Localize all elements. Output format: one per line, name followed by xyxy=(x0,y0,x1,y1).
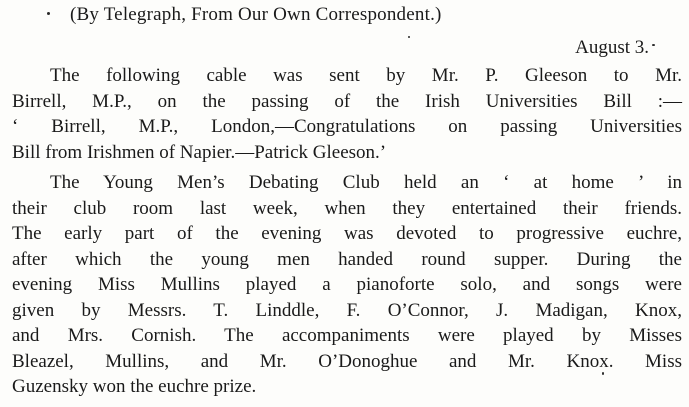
paragraph-line: given by Messrs. T. Linddle, F. O’Connor, J. Madigan, Knox, xyxy=(12,299,682,321)
paragraph-debating-club xyxy=(12,170,682,400)
print-speck xyxy=(47,12,50,15)
paragraph-line: their club room last week, when they entertained their friends. xyxy=(12,197,682,219)
paragraph-line: and Mrs. Cornish. The accompaniments were played by Misses xyxy=(12,325,682,346)
paragraph-line: evening Miss Mullins played a pianoforte solo, and songs were xyxy=(12,274,682,295)
article-date: August 3. xyxy=(575,37,649,58)
paragraph-line: Bill from Irishmen of Napier.—Patrick Gleeson.’ xyxy=(12,141,387,163)
paragraph-line: Birrell, M.P., on the passing of the Irish Universities Bill :— xyxy=(12,90,682,112)
paragraph-line: The following cable was sent by Mr. P. Gleeson to Mr. xyxy=(50,65,682,86)
paragraph-line: The early part of the evening was devoted to progressive euchre, xyxy=(12,223,682,244)
print-speck xyxy=(408,36,410,38)
article-byline: (By Telegraph, From Our Own Correspondent.) xyxy=(70,4,442,25)
print-speck xyxy=(652,44,655,46)
paragraph-line: ‘ Birrell, M.P., London,—Congratulations on passing Universities xyxy=(12,116,682,137)
paragraph-cable xyxy=(12,63,682,165)
paragraph-line: Guzensky won the euchre prize. xyxy=(12,376,257,397)
paragraph-line: Bleazel, Mullins, and Mr. O’Donoghue and Mr. Knox. Miss xyxy=(12,350,682,372)
paragraph-line: after which the young men handed round supper. During the xyxy=(12,248,682,270)
paragraph-line: The Young Men’s Debating Club held an ‘ at home ’ in xyxy=(50,172,682,193)
